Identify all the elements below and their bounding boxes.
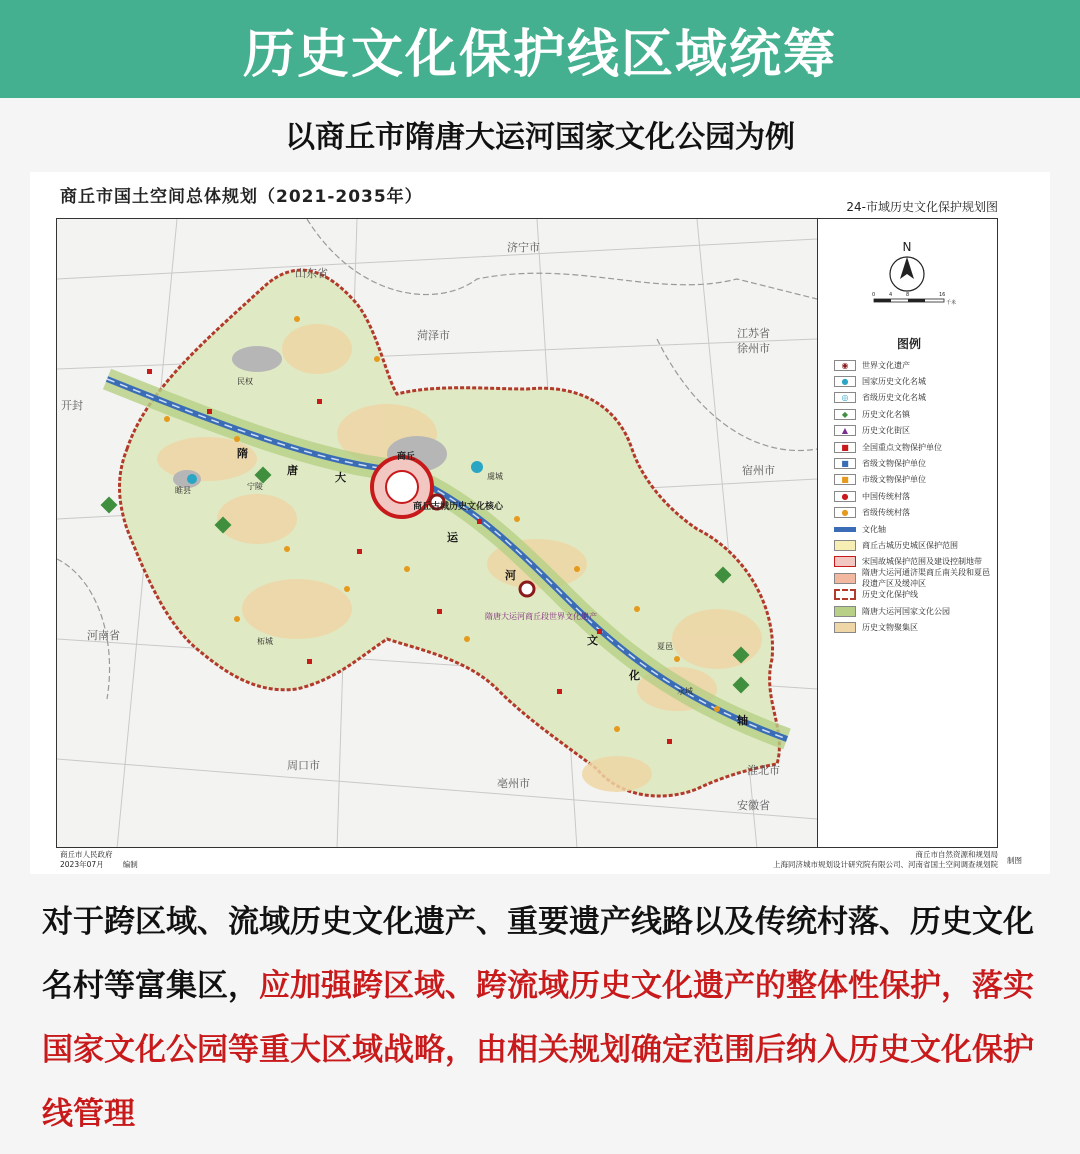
scale-label: 16 <box>939 292 946 298</box>
footer-bureau: 商丘市自然资源和规划局 <box>915 850 998 859</box>
provincial-city-icon: ◎ <box>834 392 856 403</box>
district-triangle-icon: ▲ <box>834 425 856 436</box>
map-sheet-title: 24-市域历史文化保护规划图 <box>846 200 998 214</box>
map-footer-right <box>773 850 998 870</box>
map-title: 商丘市国土空间总体规划（2021-2035年） <box>60 187 423 207</box>
world-heritage-icon <box>520 582 534 596</box>
axis-char: 化 <box>629 669 640 682</box>
axis-char: 隋 <box>237 447 248 460</box>
axis-char: 河 <box>505 569 516 582</box>
footer-draw: 制图 <box>1007 856 1022 865</box>
legend-item: ■ 省级文物保护单位 <box>834 455 994 471</box>
old-city-swatch <box>834 540 856 551</box>
footer-org: 商丘市人民政府 <box>60 850 113 859</box>
scale-label: 8 <box>906 292 910 298</box>
label-zhoukou: 周口市 <box>287 759 320 772</box>
legend-item: ◉ 世界文化遗产 <box>834 357 994 373</box>
national-city-icon: ● <box>834 376 856 387</box>
label-henan: 河南省 <box>87 629 120 642</box>
legend-item: 历史文化保护线 <box>834 586 994 602</box>
label-xiayi: 夏邑 <box>657 642 673 651</box>
cluster-swatch <box>834 622 856 633</box>
label-minquan: 民权 <box>237 377 253 386</box>
legend-item: 隋唐大运河国家文化公园 <box>834 603 994 619</box>
map-legend <box>817 219 998 848</box>
footer-date: 2023年07月 <box>60 860 104 869</box>
scale-label: 4 <box>889 292 893 298</box>
legend-item: ■ 市级文物保护单位 <box>834 472 994 488</box>
label-bozhou: 亳州市 <box>497 777 530 790</box>
legend-item: 宋国故城保护范围及建设控制地带 <box>834 554 994 570</box>
canal-park-swatch <box>834 606 856 617</box>
body-text-red: 应加强跨区域、跨流域历史文化遗产的整体性保护，落实国家文化公园等重大区域战略，由相关规划确定范围后纳入历史文化保护线管理 <box>42 968 1034 1132</box>
body-paragraph <box>42 890 1042 1146</box>
label-yongcheng: 永城 <box>677 687 693 696</box>
page-banner <box>0 0 1080 98</box>
provincial-village-icon: ● <box>834 507 856 518</box>
axis-char: 文 <box>587 634 598 647</box>
footer-edit: 编制 <box>122 860 138 869</box>
label-huaibei: 淮北市 <box>747 764 780 777</box>
map-panel <box>30 172 1050 874</box>
label-kaifeng: 开封 <box>61 399 83 412</box>
label-jining: 济宁市 <box>507 241 540 254</box>
map-canvas <box>57 219 817 848</box>
provincial-unit-icon: ■ <box>834 458 856 469</box>
song-city-swatch <box>834 556 856 567</box>
town-diamond-icon: ◆ <box>834 409 856 420</box>
legend-item: ◆ 历史文化名镇 <box>834 406 994 422</box>
axis-char: 轴 <box>737 714 748 727</box>
national-unit-icon: ■ <box>834 442 856 453</box>
body-text-black: 对于跨区域、流域历史文化遗产、重要遗产线路以及传统村落、历史文化名村等富集区， <box>42 904 1034 1004</box>
axis-char: 唐 <box>287 464 298 477</box>
legend-item: ● 省级传统村落 <box>834 505 994 521</box>
label-heze: 菏泽市 <box>417 329 450 342</box>
axis-char: 大 <box>335 471 346 484</box>
label-ningling: 宁陵 <box>247 482 263 491</box>
banner-title: 历史文化保护线区域统筹 <box>242 24 837 85</box>
culture-axis-swatch <box>834 527 856 532</box>
label-suixian: 睢县 <box>175 486 191 495</box>
legend-item: 商丘古城历史城区保护范围 <box>834 537 994 553</box>
label-shangqiu: 商丘 <box>397 452 416 462</box>
legend-item: ■ 全国重点文物保护单位 <box>834 439 994 455</box>
legend-title: 图例 <box>896 337 921 351</box>
legend-item: 历史文物聚集区 <box>834 619 994 635</box>
legend-list <box>834 357 994 636</box>
label-shandong: 山东省 <box>295 267 328 280</box>
page-subtitle: 以商丘市隋唐大运河国家文化公园为例 <box>285 120 795 155</box>
legend-item: 文化轴 <box>834 521 994 537</box>
label-jiangsu: 江苏省 <box>737 327 770 340</box>
scale-label: 0 <box>872 292 876 298</box>
label-xuzhou: 徐州市 <box>737 342 770 355</box>
legend-item: ▲ 历史文化街区 <box>834 423 994 439</box>
city-unit-icon: ■ <box>834 474 856 485</box>
legend-item: ● 中国传统村落 <box>834 488 994 504</box>
world-heritage-icon: ◉ <box>834 360 856 371</box>
label-yucheng: 虞城 <box>487 472 503 481</box>
canal-heritage-swatch <box>834 573 856 584</box>
legend-item: ◎ 省级历史文化名城 <box>834 390 994 406</box>
label-anhui: 安徽省 <box>737 799 770 812</box>
label-core: 商丘古城历史文化核心 <box>413 502 504 512</box>
china-village-icon: ● <box>834 491 856 502</box>
legend-item: 隋唐大运河通济渠商丘南关段和夏邑段遗产区及缓冲区 <box>834 570 994 586</box>
north-arrow-icon <box>818 219 998 329</box>
label-suzhou: 宿州市 <box>742 464 775 477</box>
legend-item: ● 国家历史文化名城 <box>834 373 994 389</box>
label-world-heritage: 隋唐大运河商丘段世界文化遗产 <box>485 612 597 621</box>
footer-institutes: 上海同济城市规划设计研究院有限公司、河南省国土空间调查规划院 <box>773 860 998 869</box>
north-label: N <box>902 240 912 254</box>
protection-line-swatch <box>834 589 856 600</box>
scale-label: 千米 <box>946 300 957 306</box>
map-frame <box>56 218 998 848</box>
axis-char: 运 <box>447 531 458 544</box>
label-zhecheng: 柘城 <box>257 637 273 646</box>
map-footer-left <box>60 850 138 870</box>
